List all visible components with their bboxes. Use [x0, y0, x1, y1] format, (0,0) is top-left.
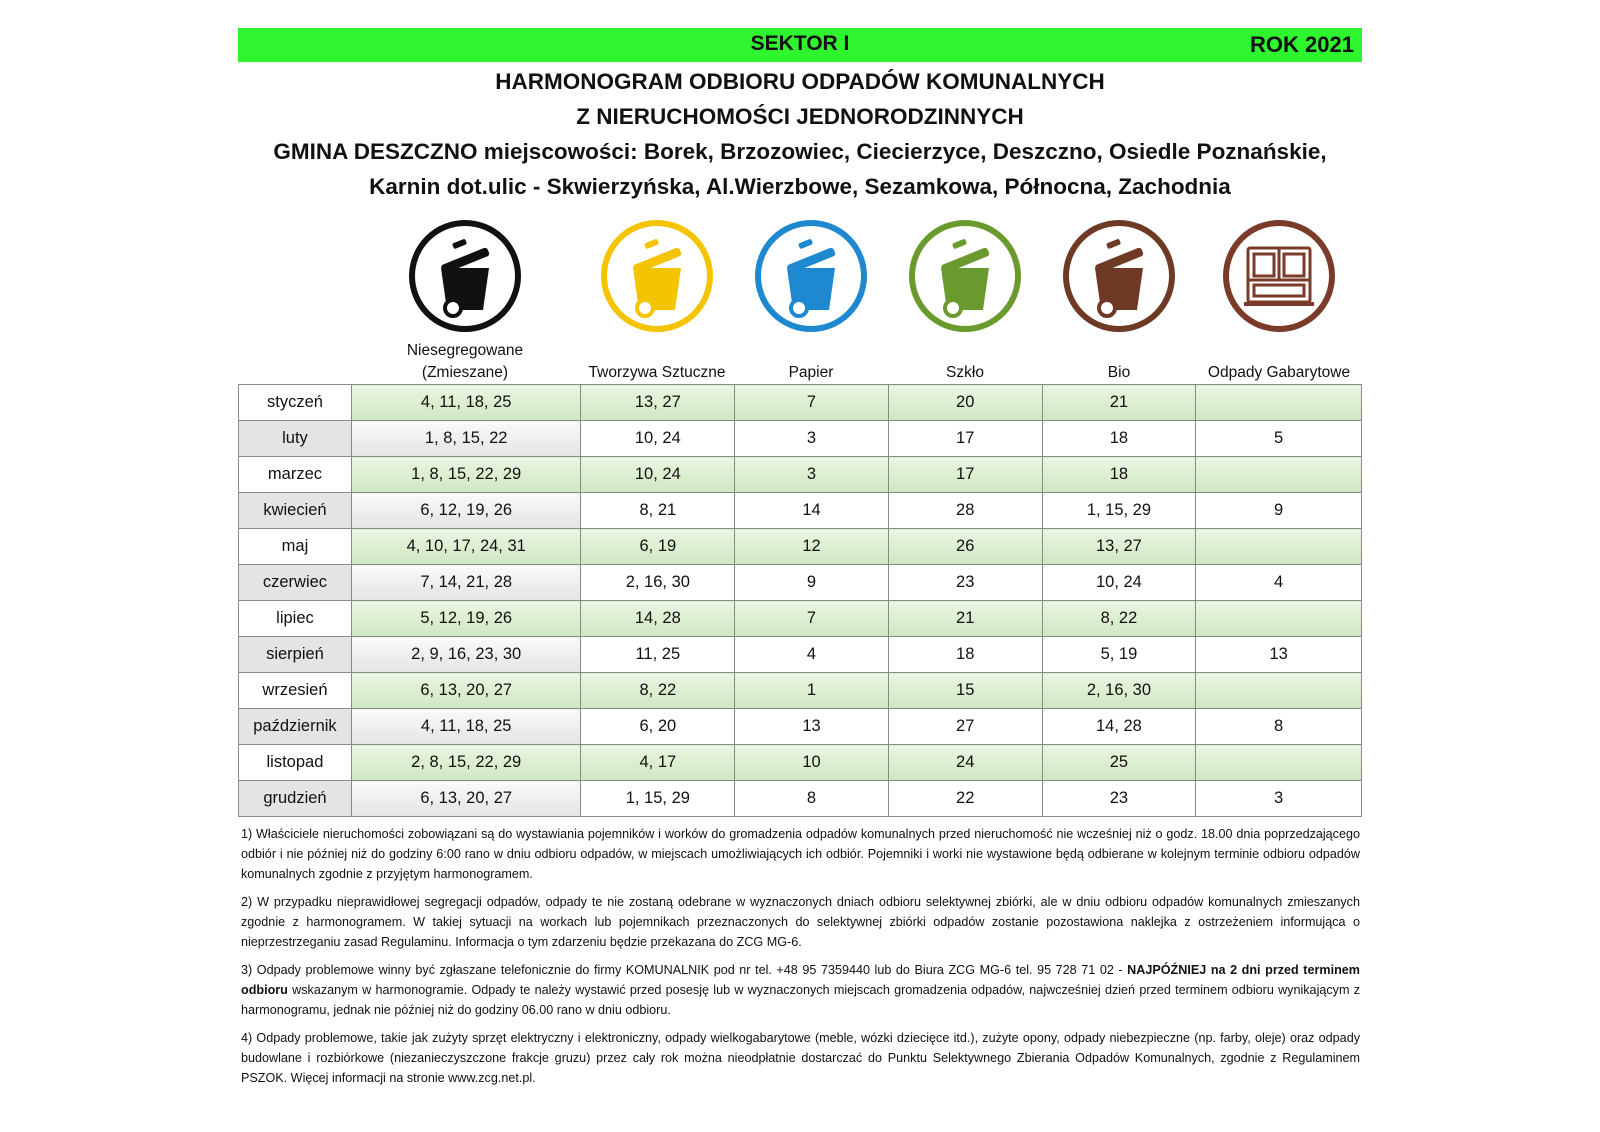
paper-dates-cell: 3	[735, 421, 889, 457]
table-row	[239, 673, 1362, 709]
month-cell: grudzień	[239, 781, 352, 817]
category-bio	[1042, 220, 1196, 384]
plastic-dates-cell: 10, 24	[581, 457, 735, 493]
year-label: ROK 2021	[1250, 32, 1354, 57]
category-glass	[888, 220, 1042, 384]
glass-dates-cell: 17	[888, 421, 1042, 457]
category-label-paper: Papier	[788, 364, 834, 381]
plastic-dates-cell: 11, 25	[581, 637, 735, 673]
glass-dates-cell: 17	[888, 457, 1042, 493]
note-2: 2) W przypadku nieprawidłowej segregacji odpadów, odpady te nie zostaną odebrane w wyznaczonych dniach odbioru selektywnej zbiórki, ale w dniu odbioru odpadów komunalnych zmieszanych zgodnie z harmonogramem. W takiej sytuacji na workach lub pojemnikach przeznaczonych do selektywnej zbiórki odpadów zostanie pozostawiona naklejka z ostrzeżeniem informująca o nieprzestrzeganiu zasad Regulaminu. Informacja o tym zdarzeniu będzie przekazana do ZCG MG-6.	[241, 895, 1360, 949]
title-line-4: Karnin dot.ulic - Skwierzyńska, Al.Wierzbowe, Sezamkowa, Północna, Zachodnia	[369, 174, 1231, 199]
plastic-dates-cell: 8, 22	[581, 673, 735, 709]
glass-dates-cell: 15	[888, 673, 1042, 709]
mixed-dates-cell: 5, 12, 19, 26	[351, 601, 581, 637]
month-cell: maj	[239, 529, 352, 565]
note-3-emphasis: NAJPÓŹNIEJ na 2 dni przed terminem odbioru	[241, 963, 1360, 997]
document-title	[238, 64, 1362, 204]
black-waste-bin-icon	[407, 220, 523, 336]
plastic-dates-cell: 13, 27	[581, 385, 735, 421]
bio-dates-cell: 5, 19	[1042, 637, 1196, 673]
mixed-dates-cell: 1, 8, 15, 22	[351, 421, 581, 457]
month-cell: październik	[239, 709, 352, 745]
category-header	[238, 220, 1362, 380]
category-label-bio: Bio	[1107, 364, 1131, 381]
month-cell: marzec	[239, 457, 352, 493]
mixed-dates-cell: 2, 8, 15, 22, 29	[351, 745, 581, 781]
month-cell: czerwiec	[239, 565, 352, 601]
bulky-dates-cell	[1196, 601, 1362, 637]
bio-dates-cell: 18	[1042, 457, 1196, 493]
table-row	[239, 781, 1362, 817]
notes-section	[241, 824, 1360, 1096]
glass-dates-cell: 23	[888, 565, 1042, 601]
mixed-dates-cell: 6, 13, 20, 27	[351, 781, 581, 817]
table-row	[239, 601, 1362, 637]
glass-dates-cell: 28	[888, 493, 1042, 529]
bulky-dates-cell: 3	[1196, 781, 1362, 817]
mixed-dates-cell: 7, 14, 21, 28	[351, 565, 581, 601]
category-label-plastic: Tworzywa Sztuczne	[588, 364, 726, 381]
bulky-dates-cell	[1196, 529, 1362, 565]
furniture-icon	[1221, 220, 1337, 336]
paper-dates-cell: 9	[735, 565, 889, 601]
glass-dates-cell: 27	[888, 709, 1042, 745]
paper-dates-cell: 3	[735, 457, 889, 493]
glass-dates-cell: 21	[888, 601, 1042, 637]
bulky-dates-cell	[1196, 745, 1362, 781]
month-cell: sierpień	[239, 637, 352, 673]
category-plastic	[580, 220, 734, 384]
note-3-part-a: 3) Odpady problemowe winny być zgłaszane telefonicznie do firmy KOMUNALNIK pod nr tel. +48 95 7359440 lub do Biura ZCG MG-6 tel. 95 728 71 02 -	[241, 963, 1128, 977]
month-cell: kwiecień	[239, 493, 352, 529]
bulky-dates-cell: 13	[1196, 637, 1362, 673]
plastic-dates-cell: 14, 28	[581, 601, 735, 637]
month-cell: luty	[239, 421, 352, 457]
plastic-dates-cell: 6, 19	[581, 529, 735, 565]
bio-dates-cell: 13, 27	[1042, 529, 1196, 565]
bio-dates-cell: 21	[1042, 385, 1196, 421]
note-1: 1) Właściciele nieruchomości zobowiązani są do wystawiania pojemników i worków do gromadzenia odpadów komunalnych przed nieruchomość nie wcześniej niż o godz. 18.00 dnia poprzedzającego odbiór i nie później niż do godziny 6:00 rano w dniu odbioru odpadów, w miejscach umożliwiających ich odbiór. Pojemniki i worki nie wystawione będą odbierane w kolejnym terminie odbioru odpadów komunalnych zgodnie z przyjętym harmonogramem.	[241, 827, 1360, 881]
mixed-dates-cell: 1, 8, 15, 22, 29	[351, 457, 581, 493]
bulky-dates-cell	[1196, 673, 1362, 709]
bio-dates-cell: 10, 24	[1042, 565, 1196, 601]
table-row	[239, 385, 1362, 421]
note-4: 4) Odpady problemowe, takie jak zużyty sprzęt elektryczny i elektroniczny, odpady wielkogabarytowe (meble, wózki dziecięce itd.), zużyte opony, odpady niebezpieczne (np. farby, oleje) oraz odpady budowlane i rozbiórkowe (niezanieczyszczone frakcje gruzu) przez cały rok można nieodpłatnie dostarczać do Punktu Selektywnego Zbierania Odpadów Komunalnych, zgodnie z Regulaminem PSZOK. Więcej informacji na stronie www.zcg.net.pl.	[241, 1031, 1360, 1085]
table-row	[239, 745, 1362, 781]
glass-dates-cell: 26	[888, 529, 1042, 565]
paper-dates-cell: 7	[735, 601, 889, 637]
paper-dates-cell: 12	[735, 529, 889, 565]
month-cell: wrzesień	[239, 673, 352, 709]
category-bulky	[1196, 220, 1362, 384]
bio-dates-cell: 23	[1042, 781, 1196, 817]
bio-dates-cell: 8, 22	[1042, 601, 1196, 637]
sector-label: SEKTOR I	[750, 32, 850, 55]
mixed-dates-cell: 6, 13, 20, 27	[351, 673, 581, 709]
plastic-dates-cell: 4, 17	[581, 745, 735, 781]
month-cell: styczeń	[239, 385, 352, 421]
collection-schedule-table	[238, 384, 1362, 817]
mixed-dates-cell: 4, 11, 18, 25	[351, 709, 581, 745]
mixed-dates-cell: 4, 10, 17, 24, 31	[351, 529, 581, 565]
sector-banner	[238, 28, 1362, 62]
yellow-waste-bin-icon	[599, 220, 715, 336]
table-row	[239, 637, 1362, 673]
plastic-dates-cell: 1, 15, 29	[581, 781, 735, 817]
bio-dates-cell: 2, 16, 30	[1042, 673, 1196, 709]
paper-dates-cell: 7	[735, 385, 889, 421]
category-label-mixed-2: (Zmieszane)	[421, 364, 509, 381]
month-cell: lipiec	[239, 601, 352, 637]
bulky-dates-cell: 4	[1196, 565, 1362, 601]
paper-dates-cell: 14	[735, 493, 889, 529]
category-label-mixed-1: Niesegregowane	[406, 342, 524, 359]
bulky-dates-cell	[1196, 385, 1362, 421]
table-row	[239, 565, 1362, 601]
glass-dates-cell: 24	[888, 745, 1042, 781]
mixed-dates-cell: 6, 12, 19, 26	[351, 493, 581, 529]
title-line-1: HARMONOGRAM ODBIORU ODPADÓW KOMUNALNYCH	[495, 69, 1105, 94]
plastic-dates-cell: 6, 20	[581, 709, 735, 745]
title-line-2: Z NIERUCHOMOŚCI JEDNORODZINNYCH	[576, 104, 1024, 129]
table-row	[239, 529, 1362, 565]
bulky-dates-cell	[1196, 457, 1362, 493]
bio-dates-cell: 14, 28	[1042, 709, 1196, 745]
glass-dates-cell: 20	[888, 385, 1042, 421]
category-mixed	[350, 220, 580, 384]
brown-waste-bin-icon	[1061, 220, 1177, 336]
category-label-bulky: Odpady Gabarytowe	[1207, 364, 1351, 381]
bio-dates-cell: 25	[1042, 745, 1196, 781]
green-waste-bin-icon	[907, 220, 1023, 336]
table-row	[239, 457, 1362, 493]
category-label-glass: Szkło	[946, 364, 984, 381]
blue-waste-bin-icon	[753, 220, 869, 336]
bio-dates-cell: 1, 15, 29	[1042, 493, 1196, 529]
note-3	[241, 960, 1360, 1020]
table-row	[239, 421, 1362, 457]
bulky-dates-cell: 5	[1196, 421, 1362, 457]
bio-dates-cell: 18	[1042, 421, 1196, 457]
paper-dates-cell: 4	[735, 637, 889, 673]
plastic-dates-cell: 8, 21	[581, 493, 735, 529]
month-cell: listopad	[239, 745, 352, 781]
table-row	[239, 709, 1362, 745]
title-line-3: GMINA DESZCZNO miejscowości: Borek, Brzozowiec, Ciecierzyce, Deszczno, Osiedle Poznańskie,	[273, 139, 1327, 164]
category-paper	[734, 220, 888, 384]
note-3-part-b: wskazanym w harmonogramie. Odpady te należy wystawić przed posesję lub w wyznaczonych miejscach gromadzenia odpadów, najwcześniej dzień przed terminem odbioru wynikającym z harmonogramu, jednak nie później niż do godziny 06.00 rano w dniu odbioru.	[241, 983, 1360, 1017]
mixed-dates-cell: 4, 11, 18, 25	[351, 385, 581, 421]
paper-dates-cell: 13	[735, 709, 889, 745]
mixed-dates-cell: 2, 9, 16, 23, 30	[351, 637, 581, 673]
table-row	[239, 493, 1362, 529]
bulky-dates-cell: 9	[1196, 493, 1362, 529]
glass-dates-cell: 22	[888, 781, 1042, 817]
paper-dates-cell: 10	[735, 745, 889, 781]
plastic-dates-cell: 10, 24	[581, 421, 735, 457]
plastic-dates-cell: 2, 16, 30	[581, 565, 735, 601]
paper-dates-cell: 1	[735, 673, 889, 709]
paper-dates-cell: 8	[735, 781, 889, 817]
glass-dates-cell: 18	[888, 637, 1042, 673]
bulky-dates-cell: 8	[1196, 709, 1362, 745]
